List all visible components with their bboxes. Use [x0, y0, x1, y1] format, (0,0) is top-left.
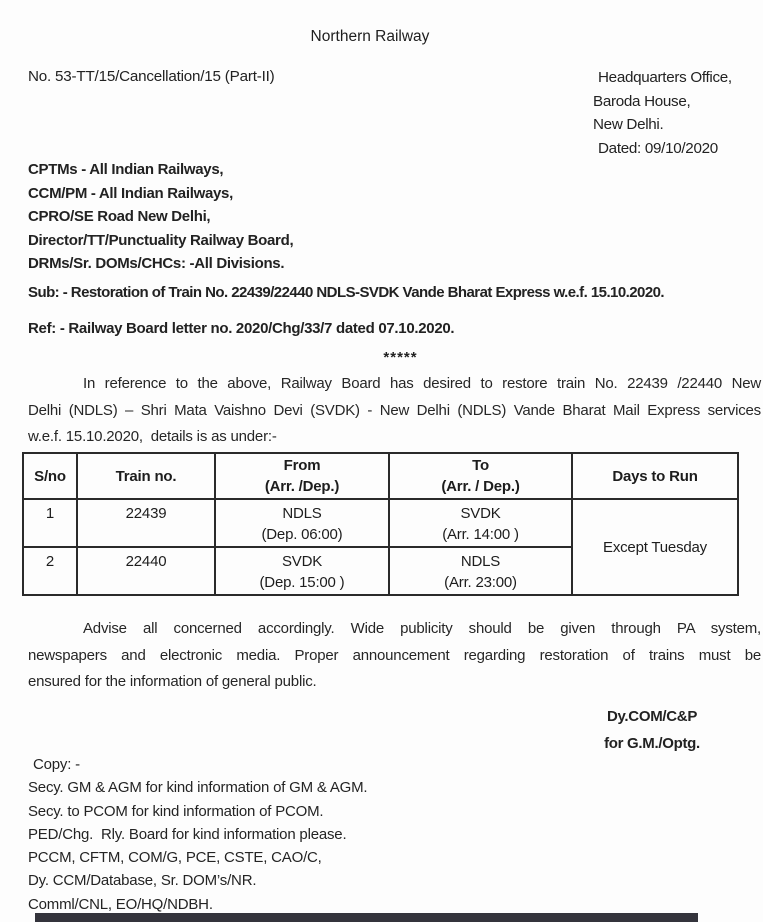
paragraph-line: ensured for the information of general public.: [28, 673, 317, 691]
office-address-line: Headquarters Office,: [598, 69, 732, 86]
paragraph-line: In reference to the above, Railway Board has desired to restore train No. 22439 /22440 New: [83, 375, 761, 392]
cell-train-no: 22440: [77, 547, 215, 595]
copy-line: Dy. CCM/Database, Sr. DOM’s/NR.: [28, 872, 257, 890]
paragraph-line: Delhi (NDLS) – Shri Mata Vaishno Devi (SVDK) - New Delhi (NDLS) Vande Bharat Mail Express services: [28, 401, 761, 419]
addressee-line: CPRO/SE Road New Delhi,: [28, 208, 211, 225]
header-sno: S/no: [23, 453, 77, 499]
copy-line: PED/Chg. Rly. Board for kind information please.: [28, 825, 347, 843]
signature-block: [595, 703, 709, 757]
table-row: [23, 499, 738, 547]
paragraph-line: Advise all concerned accordingly. Wide publicity should be given through PA system,: [83, 620, 761, 637]
reference-line: Ref: - Railway Board letter no. 2020/Chg/33/7 dated 07.10.2020.: [28, 320, 455, 337]
page-title: Northern Railway: [310, 28, 430, 45]
copy-line: PCCM, CFTM, COM/G, PCE, CSTE, CAO/C,: [28, 849, 322, 867]
signature-for: for G.M./Optg.: [604, 735, 700, 752]
addressee-list: [28, 158, 293, 276]
subject-line: Sub: - Restoration of Train No. 22439/22440 NDLS-SVDK Vande Bharat Express w.e.f. 15.10.2020.: [28, 284, 665, 301]
cell-to: SVDK (Arr. 14:00 ): [389, 499, 572, 547]
cell-to: NDLS (Arr. 23:00): [389, 547, 572, 595]
office-address-line: Baroda House,: [593, 92, 691, 110]
signature-designation: Dy.COM/C&P: [606, 708, 698, 725]
train-schedule-table: [22, 452, 739, 596]
body-paragraph-advise: [28, 616, 761, 696]
addressee-line: Director/TT/Punctuality Railway Board,: [28, 231, 294, 249]
cell-train-no: 22439: [77, 499, 215, 547]
table-header-row: [23, 453, 738, 499]
cell-days-to-run: Except Tuesday: [572, 499, 738, 595]
cell-from: SVDK (Dep. 15:00 ): [215, 547, 389, 595]
separator-stars: *****: [383, 349, 418, 366]
copy-list: [28, 753, 367, 916]
paragraph-line: w.e.f. 15.10.2020, details is as under:-: [28, 428, 277, 446]
copy-line: Secy. GM & AGM for kind information of GM & AGM.: [28, 779, 368, 797]
header-from: From (Arr. /Dep.): [215, 453, 389, 499]
addressee-line: DRMs/Sr. DOMs/CHCs: -All Divisions.: [28, 255, 285, 272]
copy-line: Secy. to PCOM for kind information of PCOM.: [28, 802, 324, 820]
copy-line: Comml/CNL, EO/HQ/NDBH.: [28, 895, 213, 913]
date-line: Dated: 09/10/2020: [598, 139, 718, 157]
header-to: To (Arr. / Dep.): [389, 453, 572, 499]
body-paragraph-restoration: [28, 371, 761, 451]
addressee-line: CCM/PM - All Indian Railways,: [28, 184, 233, 202]
cell-sno: 2: [23, 547, 77, 595]
office-address-line: New Delhi.: [593, 116, 664, 133]
header-days-to-run: Days to Run: [572, 453, 738, 499]
scan-artifact-bar: [35, 913, 698, 922]
header-train-no: Train no.: [77, 453, 215, 499]
addressee-line: CPTMs - All Indian Railways,: [28, 161, 224, 178]
office-address-block: [593, 66, 732, 160]
copy-label: Copy: -: [33, 756, 80, 773]
cell-sno: 1: [23, 499, 77, 547]
ref-number: No. 53-TT/15/Cancellation/15 (Part-II): [28, 68, 275, 85]
paragraph-line: newspapers and electronic media. Proper announcement regarding restoration of trains must be: [28, 646, 761, 664]
cell-from: NDLS (Dep. 06:00): [215, 499, 389, 547]
